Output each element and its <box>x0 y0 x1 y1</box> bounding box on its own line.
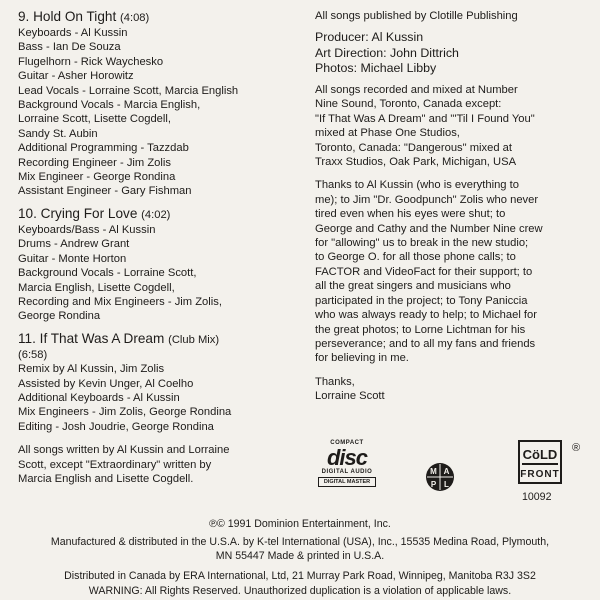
catalog-number: 10092 <box>522 491 552 503</box>
credit-line: Remix by Al Kussin, Jim Zolis <box>18 363 165 376</box>
registered-mark: ® <box>572 442 581 454</box>
warning-notice: WARNING: All Rights Reserved. Unauthorized duplication is a violation of applicable laws. <box>88 585 512 597</box>
credit-line: Assistant Engineer - Gary Fishman <box>18 185 192 198</box>
credit-line: Guitar - Asher Horowitz <box>18 70 134 83</box>
credit-line: Editing - Josh Joudrie, George Rondina <box>18 420 214 433</box>
credit-line: Producer: Al Kussin <box>315 30 424 45</box>
track-10-title: 10. Crying For Love (4:02) <box>18 205 171 221</box>
credit-line: Sandy St. Aubin <box>18 127 98 140</box>
cd-logo-top: COMPACT <box>330 440 364 446</box>
notice-line: Marcia English and Lisette Cogdell. <box>18 472 194 485</box>
credit-line: Additional Programming - Tazzdab <box>18 142 189 155</box>
credit-line: Additional Keyboards - Al Kussin <box>18 391 180 404</box>
thanks-line: me); to Jim "Dr. Goodpunch" Zolis who never <box>315 193 539 206</box>
credit-line: Mix Engineers - Jim Zolis, George Rondina <box>18 406 232 419</box>
cold-front-logo-icon <box>518 440 562 484</box>
cd-logo-sub: DIGITAL AUDIO <box>321 469 373 475</box>
recording-notice <box>315 83 587 169</box>
notice-line: Toronto, Canada: "Dangerous" mixed at <box>315 141 512 154</box>
credit-line: Drums - Andrew Grant <box>18 238 130 251</box>
thanks-text <box>315 178 587 365</box>
thanks-line: Thanks to Al Kussin (who is everything to <box>315 179 519 192</box>
credit-line: Keyboards - Al Kussin <box>18 27 128 39</box>
manufacturing-notice <box>0 535 600 563</box>
thanks-line: for "allowing" us to break in the new studio; <box>315 237 529 250</box>
thanks-line: all the great singers and musicians who <box>315 280 511 293</box>
credit-line: Bass - Ian De Souza <box>18 41 121 54</box>
thanks-line: perseverance; and to all my fans and friends <box>315 337 536 350</box>
compact-disc-logo <box>318 440 376 487</box>
track-9-credits <box>18 26 310 199</box>
credit-line: Assisted by Kevin Unger, Al Coelho <box>18 377 194 390</box>
publishing-notice: All songs published by Clotille Publishing <box>315 10 518 22</box>
notice-line: mixed at Phase One Studios, <box>315 127 460 140</box>
thanks-line: to George O. for all those phone calls; to <box>315 251 516 264</box>
credit-line: Lorraine Scott, Lisette Cogdell, <box>18 113 171 126</box>
credit-line: Marcia English, Lisette Cogdell, <box>18 281 175 294</box>
cold-front-line-1: CöLD <box>522 447 558 462</box>
notice-line: All songs written by Al Kussin and Lorraine <box>18 444 230 457</box>
credit-line: George Rondina <box>18 310 101 323</box>
credit-line: Mix Engineer - George Rondina <box>18 171 176 184</box>
track-10-credits <box>18 223 310 324</box>
signoff <box>315 375 587 404</box>
credit-line: Recording Engineer - Jim Zolis <box>18 156 171 169</box>
thanks-line: FACTOR and VideoFact for their support; to <box>315 265 533 278</box>
notice-line: Traxx Studios, Oak Park, Michigan, USA <box>315 156 517 169</box>
thanks-line: who was always ready to help; to Michael for <box>315 309 537 322</box>
logo-row <box>0 440 600 510</box>
credit-line: Keyboards/Bass - Al Kussin <box>18 223 156 236</box>
cd-logo-master: DIGITAL MASTER <box>318 477 376 487</box>
thanks-line: for believing in me. <box>315 352 409 365</box>
mapl-letter: M <box>430 467 437 476</box>
notice-line: Nine Sound, Toronto, Canada except: <box>315 98 502 111</box>
thanks-line: the great photos; to Lorne Lichtman for his <box>315 323 526 336</box>
credit-line: Lead Vocals - Lorraine Scott, Marcia English <box>18 84 239 97</box>
copyright-line: ℗© 1991 Dominion Entertainment, Inc. <box>209 518 391 530</box>
production-credits <box>315 30 587 76</box>
mapl-letter: A <box>443 467 450 476</box>
notice-line: All songs recorded and mixed at Number <box>315 84 518 97</box>
mapl-letter: L <box>444 480 449 489</box>
cd-logo-disc: disc <box>326 445 368 470</box>
notice-line: MN 55447 Made & printed in U.S.A. <box>215 550 385 562</box>
right-column <box>315 9 587 404</box>
credit-line: Guitar - Monte Horton <box>18 252 127 265</box>
credit-line: Background Vocals - Lorraine Scott, <box>18 267 197 280</box>
credit-line: Art Direction: John Dittrich <box>315 45 459 60</box>
track-11-title: 11. If That Was A Dream (Club Mix) <box>18 330 220 346</box>
credit-line: Background Vocals - Marcia English, <box>18 99 201 112</box>
credit-line: Photos: Michael Libby <box>315 60 437 75</box>
notice-line: Manufactured & distributed in the U.S.A. by K-tel International (USA), Inc., 15535 Medina Road, Plymouth, <box>50 536 550 548</box>
credit-line: Flugelhorn - Rick Waychesko <box>18 55 164 68</box>
track-11-duration: (6:58) <box>18 348 48 361</box>
mapl-letter: P <box>430 480 437 489</box>
thanks-line: participated in the project; to Tony Paniccia <box>315 294 528 307</box>
track-9-title: 9. Hold On Tight (4:08) <box>18 9 150 24</box>
track-11-credits <box>18 362 310 434</box>
mapl-logo-icon <box>425 462 455 492</box>
left-column <box>18 9 310 486</box>
notice-line: Scott, except "Extraordinary" written by <box>18 458 212 471</box>
distribution-notice: Distributed in Canada by ERA International, Ltd, 21 Murray Park Road, Winnipeg, Manitoba R3J 3S2 <box>64 570 536 582</box>
thanks-line: tired even when his eyes were shut; to <box>315 208 506 221</box>
signoff-line: Thanks, <box>315 375 355 388</box>
notice-line: "If That Was A Dream" and "'Til I Found You" <box>315 112 535 125</box>
cold-front-line-2: FRONT <box>520 469 560 480</box>
thanks-line: George and Cathy and the Number Nine crew <box>315 222 543 235</box>
credit-line: Recording and Mix Engineers - Jim Zolis, <box>18 295 222 308</box>
signoff-name: Lorraine Scott <box>315 390 385 403</box>
